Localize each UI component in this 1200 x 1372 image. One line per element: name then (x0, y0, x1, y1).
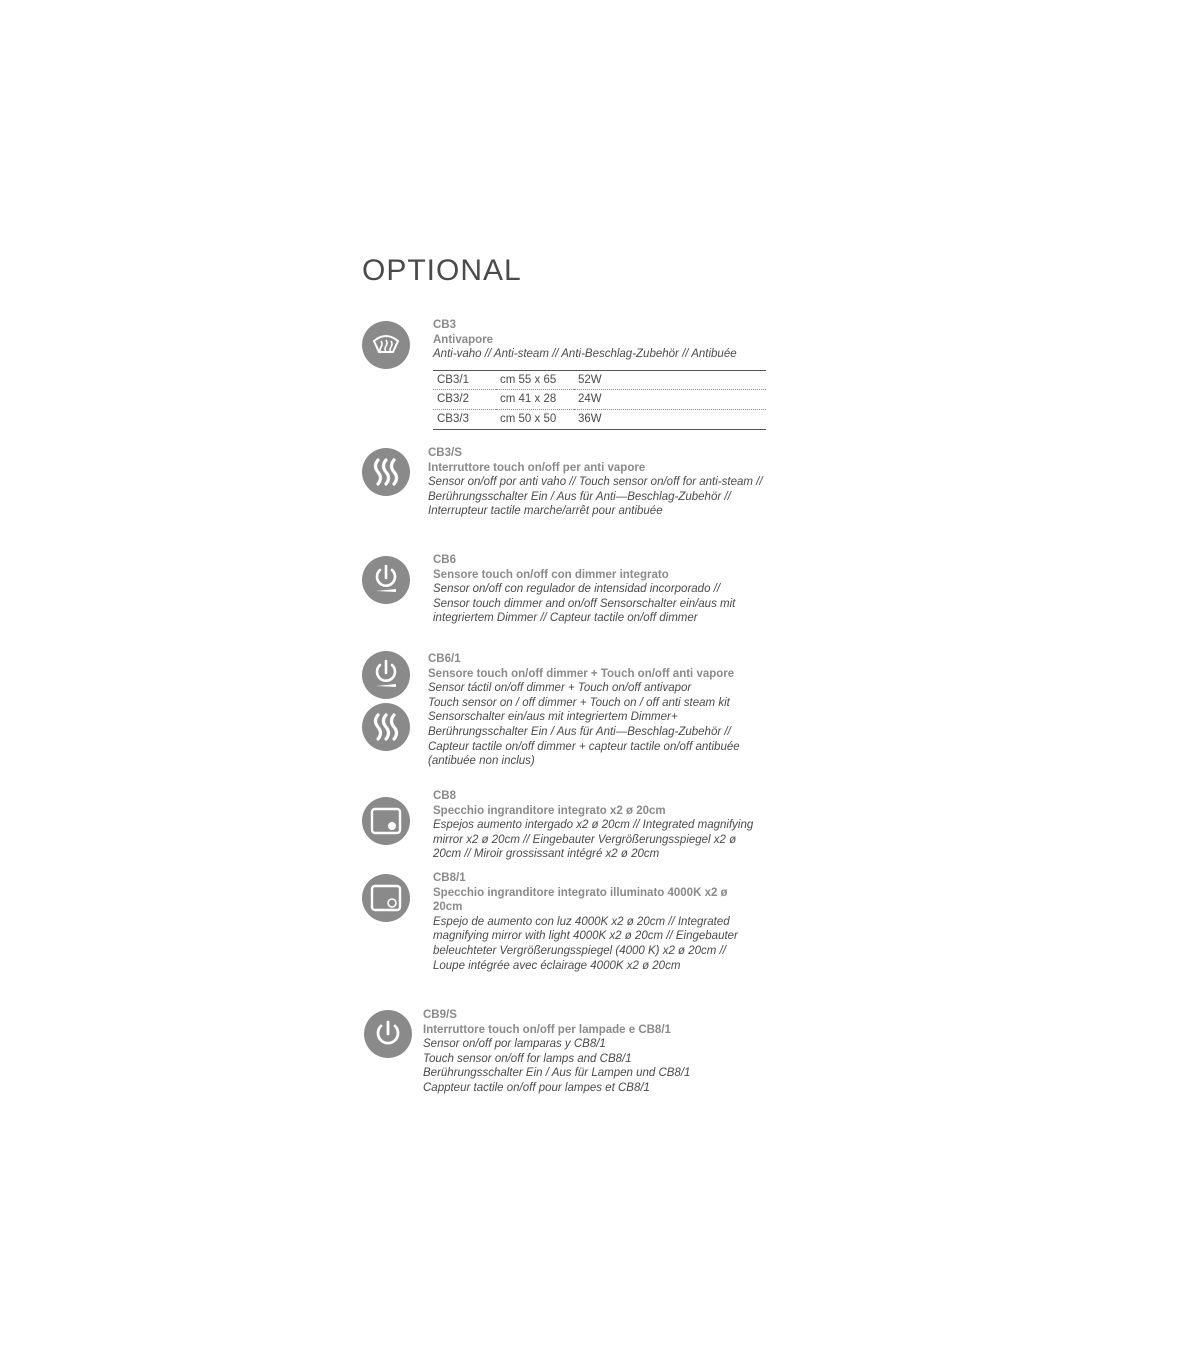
item-description: Sensor táctil on/off dimmer + Touch on/off antivapor Touch sensor on / off dimmer + Touch on / off anti steam kit Sensorschalter ein/aus mit integriertem Dimmer+ Berührungsschalter Ein / Aus für Anti—Beschlag-Zubehör // Capteur tactile on/off dimmer + capteur tactile on/off antibuée (antibuée non inclus) (428, 682, 740, 768)
item-name: Antivapore (433, 333, 494, 346)
table-cell-size: cm 55 x 65 (500, 373, 557, 386)
power-dimmer-icon (362, 651, 410, 699)
item-name: Sensore touch on/off dimmer + Touch on/off anti vapore (428, 667, 735, 680)
item-cb8 (433, 789, 763, 862)
item-name: Specchio ingranditore integrato illuminato 4000K x2 ø 20cm (433, 886, 728, 914)
table-row (433, 409, 766, 429)
item-description: Espejo de aumento con luz 4000K x2 ø 20cm // Integrated magnifying mirror with light 4000K x2 ø 20cm // Eingebauter beleuchteter Vergrößerungsspiegel (4000 K) x2 ø 20cm // Loupe intégrée avec éclairage 4000K x2 ø 20cm (433, 915, 738, 972)
table-cell-model: CB3/1 (437, 373, 469, 386)
item-name: Sensore touch on/off con dimmer integrato (433, 568, 669, 581)
page-title: OPTIONAL (362, 254, 522, 287)
steam-waves-icon (362, 703, 410, 751)
item-code: CB6 (433, 554, 457, 566)
power-dimmer-icon (362, 556, 410, 604)
table-cell-model: CB3/2 (433, 390, 496, 410)
steam-waves-icon (362, 448, 410, 496)
table-cell-model: CB3/3 (433, 409, 496, 429)
item-description: Espejos aumento intergado x2 ø 20cm // Integrated magnifying mirror x2 ø 20cm // Eingebauter Vergrößerungsspiegel x2 ø 20cm // Miroir grossissant intégré x2 ø 20cm (433, 819, 754, 861)
illuminated-mirror-icon (362, 874, 410, 922)
item-description: Sensor on/off con regulador de intensidad incorporado // Sensor touch dimmer and on/off Sensorschalter ein/aus mit integriertem Dimmer // Capteur tactile on/off dimmer (433, 583, 736, 625)
table-row (433, 370, 766, 390)
table-cell-power: 52W (578, 373, 602, 386)
item-cb61 (428, 652, 773, 769)
item-description: Sensor on/off por lamparas y CB8/1 Touch sensor on/off for lamps and CB8/1 Berührungsschalter Ein / Aus für Lampen und CB8/1 Cappteur tactile on/off pour lampes et CB8/1 (423, 1038, 691, 1094)
item-description: Sensor on/off por anti vaho // Touch sensor on/off for anti-steam // Berührungsschalter Ein / Aus für Anti—Beschlag-Zubehör // Interrupteur tactile marche/arrêt pour antibuée (428, 476, 763, 518)
item-cb3 (433, 318, 766, 430)
item-name: Specchio ingranditore integrato x2 ø 20cm (433, 804, 666, 817)
item-cb81 (433, 871, 758, 973)
magnifying-mirror-icon (362, 797, 410, 845)
defogger-icon (362, 321, 410, 369)
table-cell-power: 36W (574, 409, 766, 429)
item-code: CB8/1 (433, 872, 466, 884)
table-cell-power: 24W (574, 390, 766, 410)
table-cell-size: cm 50 x 50 (496, 409, 574, 429)
item-code: CB3/S (428, 447, 462, 459)
item-cb3s (428, 446, 768, 519)
item-name: Interruttore touch on/off per anti vapore (428, 461, 646, 474)
item-code: CB3 (433, 319, 457, 331)
table-cell-size: cm 41 x 28 (496, 390, 574, 410)
item-code: CB6/1 (428, 653, 461, 665)
item-name: Interruttore touch on/off per lampade e CB8/1 (423, 1023, 671, 1036)
item-cb6 (433, 553, 753, 626)
power-icon (364, 1010, 412, 1058)
item-code: CB8 (433, 790, 457, 802)
item-code: CB9/S (423, 1009, 457, 1021)
item-description: Anti-vaho // Anti-steam // Anti-Beschlag-Zubehör // Antibuée (433, 348, 737, 361)
item-cb9s (423, 1008, 743, 1096)
table-row (433, 390, 766, 410)
spec-table (433, 370, 766, 430)
